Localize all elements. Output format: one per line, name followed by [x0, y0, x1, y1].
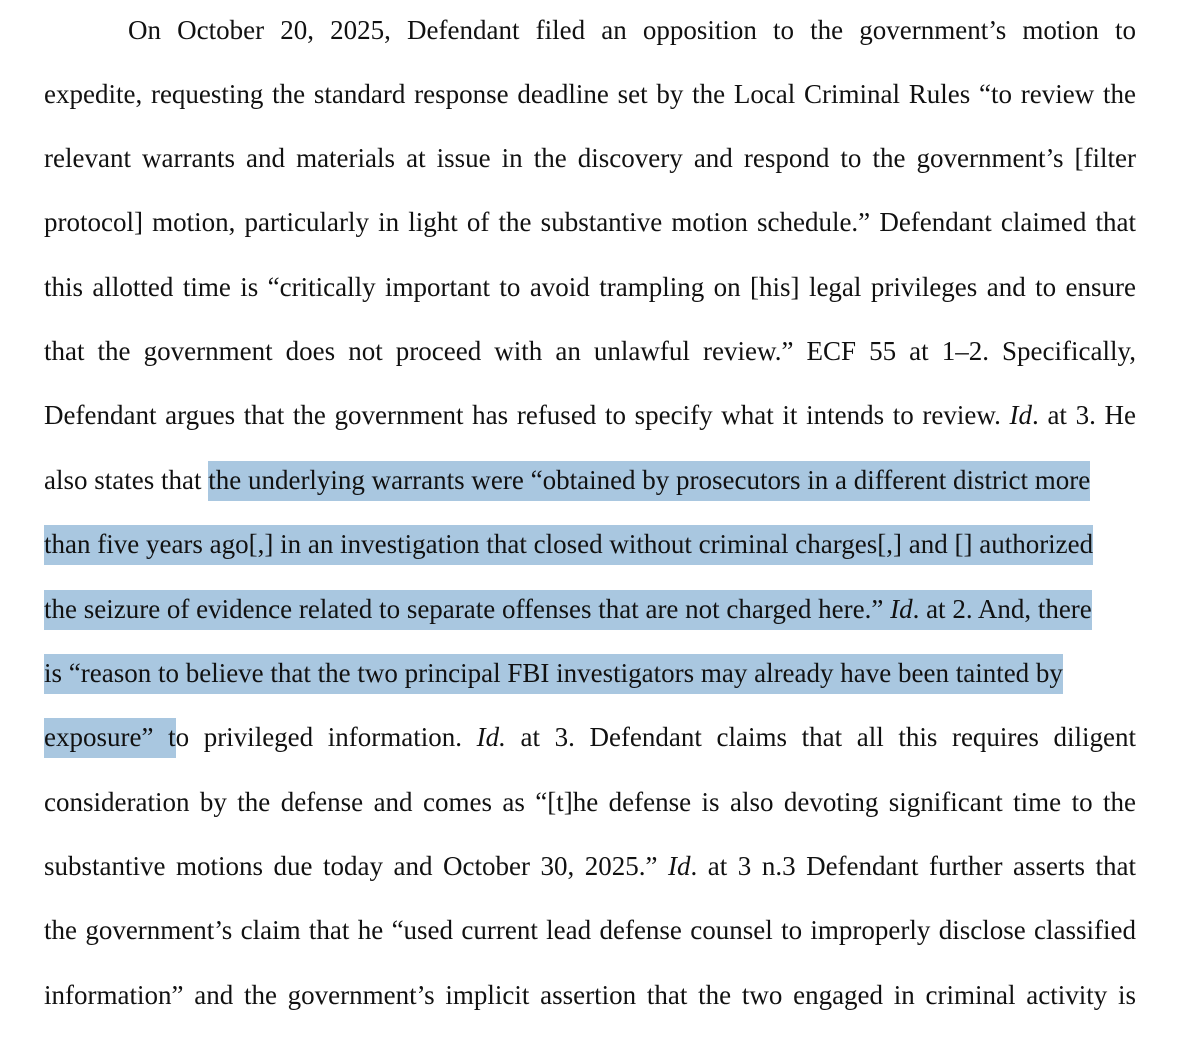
citation-id: Id [1009, 400, 1033, 430]
paragraph-line-15: the government’s claim that he “used current lead defense counsel to improperly disclose classified [44, 915, 1136, 945]
paragraph-line-8: also states that the underlying warrants were “obtained by prosecutors in a different district more [44, 460, 1136, 500]
paragraph-line-14: substantive motions due today and October 30, 2025.” Id. at 3 n.3 Defendant further asserts that [44, 851, 1136, 881]
paragraph-line-12: exposure” to privileged information. Id. at 3. Defendant claims that all this requires diligent [44, 717, 1136, 757]
highlighted-text: is “reason to believe that the two principal FBI investigators may already have been tainted by [44, 654, 1063, 694]
highlighted-text: exposure” t [44, 718, 176, 758]
highlighted-text: . at 2. And, there [913, 590, 1092, 630]
paragraph-line-7: Defendant argues that the government has refused to specify what it intends to review. Id. at 3. He [44, 400, 1136, 430]
paragraph-line-13: consideration by the defense and comes as “[t]he defense is also devoting significant time to the [44, 787, 1136, 817]
highlighted-text: the seizure of evidence related to separate offenses that are not charged here.” [44, 590, 890, 630]
paragraph-line-4: protocol] motion, particularly in light of the substantive motion schedule.” Defendant claimed that [44, 207, 1136, 237]
paragraph-line-5: this allotted time is “critically important to avoid trampling on [his] legal privileges and to ensure [44, 272, 1136, 302]
citation-id: Id [668, 851, 691, 881]
paragraph-line-3: relevant warrants and materials at issue in the discovery and respond to the government’s [filter [44, 143, 1136, 173]
paragraph-line-10 [44, 589, 1136, 629]
paragraph-line-1: On October 20, 2025, Defendant filed an opposition to the government’s motion to [128, 15, 1136, 45]
paragraph-line-6: that the government does not proceed with an unlawful review.” ECF 55 at 1–2. Specifically, [44, 336, 1136, 366]
highlighted-text: than five years ago[,] in an investigation that closed without criminal charges[,] and [] authorized [44, 525, 1093, 565]
paragraph-line-16: information” and the government’s implicit assertion that the two engaged in criminal activity is [44, 980, 1136, 1010]
highlighted-text: the underlying warrants were “obtained by prosecutors in a different district more [208, 461, 1090, 501]
paragraph-line-9 [44, 524, 1136, 564]
citation-id: Id. [476, 722, 506, 752]
paragraph-line-11 [44, 653, 1136, 693]
paragraph-line-2: expedite, requesting the standard response deadline set by the Local Criminal Rules “to review the [44, 79, 1136, 109]
citation-id: Id [890, 590, 913, 630]
